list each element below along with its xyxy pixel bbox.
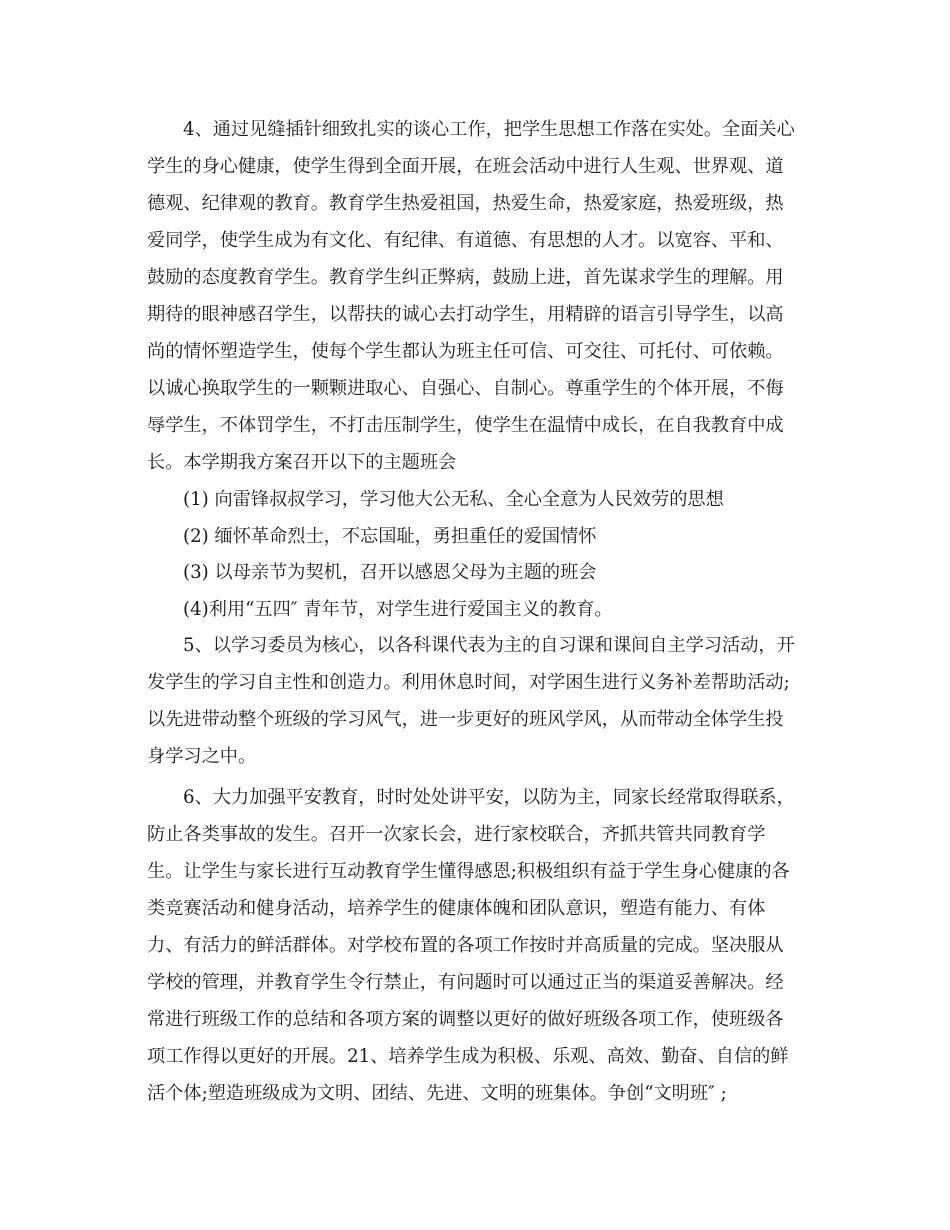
paragraph-6-line-3: 生。让学生与家长进行互动教育学生懂得感恩;积极组织有益于学生身心健康的各 — [147, 861, 790, 882]
paragraph-4-line-7: 尚的情怀塑造学生，使每个学生都认为班主任可信、可交往、可托付、可依赖。 — [147, 341, 784, 362]
paragraph-4-line-2: 学生的身心健康，使学生得到全面开展，在班会活动中进行人生观、世界观、道 — [147, 156, 784, 177]
paragraph-4-line-5: 鼓励的态度教育学生。教育学生纠正弊病，鼓励上进，首先谋求学生的理解。用 — [147, 267, 784, 288]
paragraph-4-line-8: 以诚心换取学生的一颗颗进取心、自强心、自制心。尊重学生的个体开展，不侮 — [147, 378, 784, 399]
paragraph-4-line-1: 4、通过见缝插针细致扎实的谈心工作，把学生思想工作落在实处。全面关心 — [183, 119, 795, 140]
paragraph-5-line-2: 发学生的学习自主性和创造力。利用休息时间，对学困生进行义务补差帮助活动; — [147, 672, 790, 693]
paragraph-4-line-4: 爱同学，使学生成为有文化、有纪律、有道德、有思想的人才。以宽容、平和、 — [147, 230, 784, 251]
paragraph-6-line-9: 活个体;塑造班级成为文明、团结、先进、文明的班集体。争创“文明班″ ; — [147, 1083, 727, 1104]
paragraph-4-line-10: 长。本学期我方案召开以下的主题班会 — [147, 452, 457, 473]
paragraph-4-line-6: 期待的眼神感召学生，以帮扶的诚心去打动学生，用精辟的语言引导学生，以高 — [147, 304, 784, 325]
paragraph-6-line-7: 常进行班级工作的总结和各项方案的调整以更好的做好班级各项工作，使班级各 — [147, 1009, 784, 1030]
paragraph-6-line-4: 类竞赛活动和健身活动，培养学生的健康体魄和团队意识，塑造有能力、有体 — [147, 898, 766, 919]
paragraph-6-line-6: 学校的管理，并教育学生令行禁止，有问题时可以通过正当的渠道妥善解决。经 — [147, 972, 784, 993]
list-item-4: (4)利用“五四″ 青年节，对学生进行爱国主义的教育。 — [183, 599, 613, 620]
paragraph-6-line-8: 项工作得以更好的开展。21、培养学生成为积极、乐观、高效、勤奋、自信的鲜 — [147, 1046, 789, 1067]
list-item-3: (3) 以母亲节为契机，召开以感恩父母为主题的班会 — [183, 562, 597, 583]
paragraph-5-line-3: 以先进带动整个班级的学习风气，进一步更好的班风学风，从而带动全体学生投 — [147, 709, 784, 730]
list-item-1: (1) 向雷锋叔叔学习，学习他大公无私、全心全意为人民效劳的思想 — [183, 489, 724, 510]
paragraph-5-line-4: 身学习之中。 — [147, 746, 257, 767]
list-item-2: (2) 缅怀革命烈士，不忘国耻，勇担重任的爱国情怀 — [183, 526, 597, 547]
paragraph-6-line-2: 防止各类事故的发生。召开一次家长会，进行家校联合，齐抓共管共同教育学 — [147, 824, 766, 845]
paragraph-6-line-1: 6、大力加强平安教育，时时处处讲平安，以防为主，同家长经常取得联系， — [183, 787, 795, 808]
paragraph-4-line-9: 辱学生，不体罚学生，不打击压制学生，使学生在温情中成长，在自我教育中成 — [147, 415, 784, 436]
paragraph-6-line-5: 力、有活力的鲜活群体。对学校布置的各项工作按时并高质量的完成。坚决服从 — [147, 935, 784, 956]
paragraph-5-line-1: 5、以学习委员为核心，以各科课代表为主的自习课和课间自主学习活动，开 — [183, 635, 795, 656]
paragraph-4-line-3: 德观、纪律观的教育。教育学生热爱祖国，热爱生命，热爱家庭，热爱班级，热 — [147, 193, 784, 214]
